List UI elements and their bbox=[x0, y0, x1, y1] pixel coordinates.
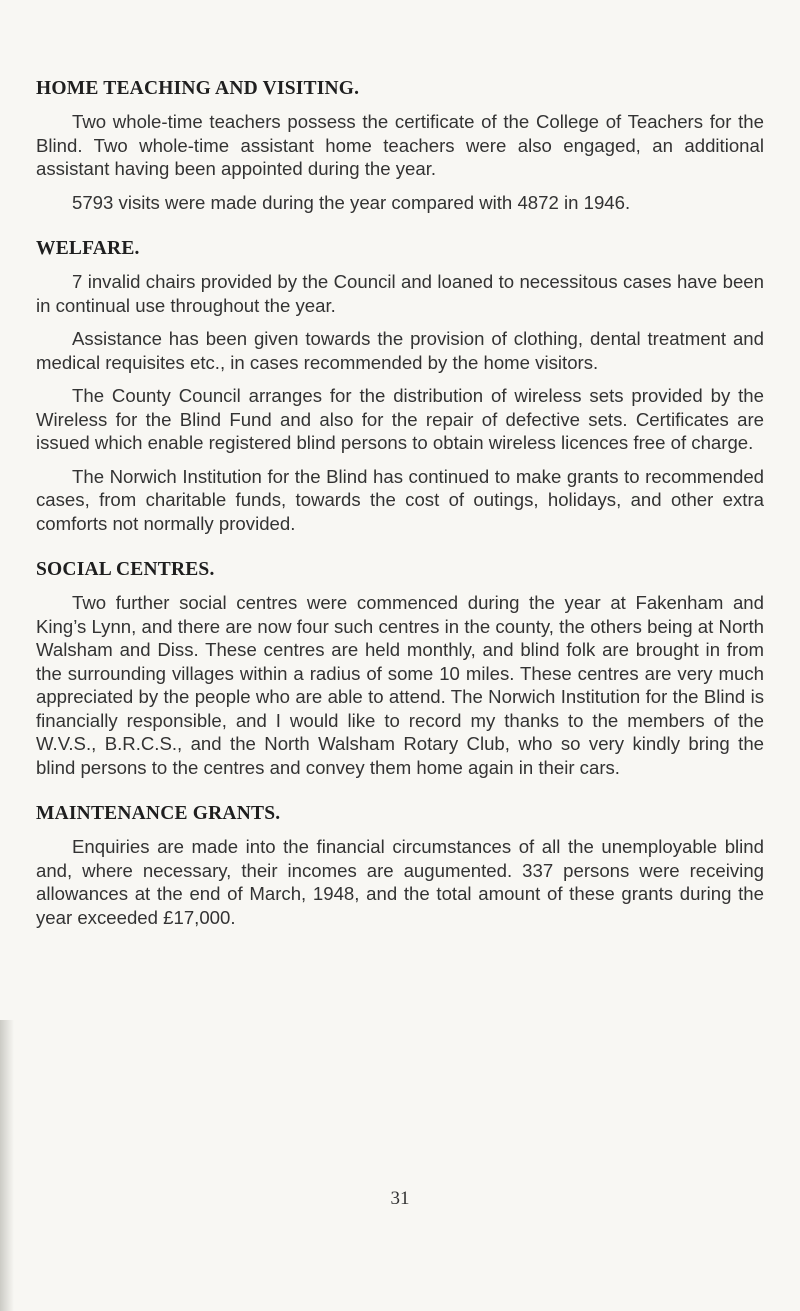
paragraph: The County Council arranges for the distribution of wireless sets provided by the Wireless for the Blind Fund and also for the repair of defective sets. Certificates are issued which enable registered blind persons to obtain wireless licences free of charge. bbox=[36, 385, 764, 453]
paragraph: 5793 visits were made during the year compared with 4872 in 1946. bbox=[72, 191, 631, 213]
page-edge-shadow bbox=[0, 1020, 14, 1311]
section-heading: SOCIAL CENTRES. bbox=[36, 559, 215, 580]
paragraph: The Norwich Institution for the Blind has continued to make grants to recommended cases, from charitable funds, towards the cost of outings, holidays, and other extra comforts not normally provided. bbox=[36, 465, 764, 534]
paragraph: Assistance has been given towards the provision of clothing, dental treatment and medical requisites etc., in cases recommended by the home visitors. bbox=[36, 328, 764, 373]
section-maintenance-grants bbox=[36, 803, 764, 929]
section-heading: HOME TEACHING AND VISITING. bbox=[36, 78, 360, 99]
paragraph: Enquiries are made into the financial circumstances of all the unemployable blind and, where necessary, their incomes are augumented. 337 persons were receiving allowances at the end of March, 1948, and the total amount of these grants during the year exceeded £17,000. bbox=[36, 836, 764, 928]
section-home-teaching bbox=[36, 78, 764, 214]
paragraph: Two whole-time teachers possess the certificate of the College of Teachers for the Blind. Two whole-time assistant home teachers were also engaged, an additional assistant having been appointed during the year. bbox=[36, 111, 764, 179]
section-heading: WELFARE. bbox=[36, 238, 140, 259]
document-page bbox=[36, 78, 764, 939]
paragraph: 7 invalid chairs provided by the Council and loaned to necessitous cases have been in continual use throughout the year. bbox=[36, 271, 764, 316]
paragraph: Two further social centres were commenced during the year at Fakenham and King’s Lynn, and there are now four such centres in the county, the others being at North Walsham and Diss. These centres are held monthly, and blind folk are brought in from the surrounding villages within a radius of some 10 miles. These centres are very much appreciated by the people who are able to attend. The Norwich Institution for the Blind is financially responsible, and I would like to record my thanks to the members of the W.V.S., B.R.C.S., and the North Walsham Rotary Club, who so very kindly bring the blind persons to the centres and convey them home again in their cars. bbox=[36, 592, 764, 778]
section-social-centres bbox=[36, 559, 764, 779]
page-number: 31 bbox=[390, 1188, 410, 1209]
section-heading: MAINTENANCE GRANTS. bbox=[36, 803, 281, 824]
section-welfare bbox=[36, 238, 764, 535]
